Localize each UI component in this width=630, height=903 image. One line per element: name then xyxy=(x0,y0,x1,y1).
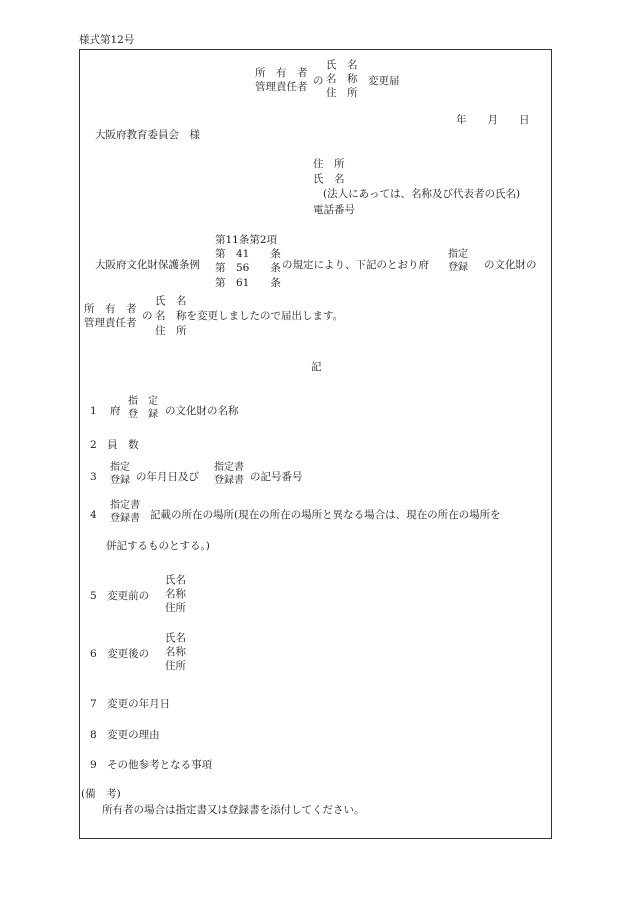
applicant-name-label: 氏 名 xyxy=(313,173,345,185)
item3-b: 登録 xyxy=(110,474,130,486)
applicant-phone-label: 電話番号 xyxy=(313,204,355,216)
title-owner: 所 有 者 xyxy=(255,67,308,79)
item1-designate-stack xyxy=(128,396,158,421)
item6-title: 名称 xyxy=(165,646,186,659)
title-owner-stack xyxy=(255,66,308,94)
body-cultural: の文化財の xyxy=(484,259,537,271)
item6-name: 氏名 xyxy=(165,632,186,644)
item6-address: 住所 xyxy=(165,660,186,673)
body-item-address: 住 所 xyxy=(155,325,187,337)
item1-text: の文化財の名称 xyxy=(165,405,239,417)
item3-mid: の年月日及び xyxy=(136,471,199,483)
item9: 9 その他参考となる事項 xyxy=(90,759,213,771)
item3-number: 3 xyxy=(90,471,97,483)
body-item-title-text: 名 称を変更しましたので届出します。 xyxy=(155,310,344,322)
addressee: 大阪府教育委員会 様 xyxy=(95,129,200,141)
title-item-title: 名 称 xyxy=(326,73,358,86)
item1-prefecture: 府 xyxy=(110,405,121,417)
item5-sub-stack xyxy=(165,573,186,616)
applicant-corp-note: (法人にあっては、名称及び代表者の氏名) xyxy=(323,188,521,200)
item5-address: 住所 xyxy=(165,602,186,615)
title-manager: 管理責任者 xyxy=(255,81,308,94)
remarks-text: 所有者の場合は指定書又は登録書を添付してください。 xyxy=(102,804,365,816)
designate-a: 指定 xyxy=(448,249,468,260)
item4-text: 記載の所在の場所(現在の所在の場所と異なる場合は、現在の所在の場所を xyxy=(150,509,501,521)
item4-b: 登録書 xyxy=(110,512,140,524)
item5-title: 名称 xyxy=(165,588,186,601)
item6-sub-stack xyxy=(165,631,186,674)
clause-3: 第 56 条 xyxy=(215,262,281,275)
item1-number: 1 xyxy=(90,405,97,417)
item6: 6 変更後の xyxy=(90,648,150,660)
clause-stack xyxy=(215,233,281,290)
title-item-name: 氏 名 xyxy=(326,59,358,71)
body-middle: の規定により、下記のとおり府 xyxy=(282,259,429,271)
body-manager: 管理責任者 xyxy=(84,317,137,330)
item1-designate-a: 指 定 xyxy=(128,396,158,407)
body-no: の xyxy=(142,310,153,322)
item5-name: 氏名 xyxy=(165,574,186,586)
item5: 5 変更前の xyxy=(90,590,150,602)
clause-4: 第 61 条 xyxy=(215,276,281,289)
title-no: の xyxy=(313,75,324,87)
item4-stack xyxy=(110,500,140,525)
form-number: 様式第12号 xyxy=(79,34,135,46)
title-suffix: 変更届 xyxy=(368,75,400,87)
clause-2: 第 41 条 xyxy=(215,248,281,261)
item1-designate-b: 登 録 xyxy=(128,408,158,420)
remarks-heading: (備 考) xyxy=(81,788,121,800)
clause-1: 第11条第2項 xyxy=(215,234,278,246)
designate-b: 登録 xyxy=(448,261,468,273)
body-item-name: 氏 名 xyxy=(155,295,187,307)
title-item-address: 住 所 xyxy=(326,87,358,100)
applicant-address-label: 住 所 xyxy=(313,158,345,170)
title-item-stack xyxy=(326,58,358,101)
item3-c: 指定書 xyxy=(214,462,244,473)
designate-stack xyxy=(448,249,468,274)
item7: 7 変更の年月日 xyxy=(90,698,171,710)
item3-d: 登録書 xyxy=(214,474,244,486)
ki-heading: 記 xyxy=(311,361,322,373)
body-owner-stack xyxy=(84,302,137,330)
item3-stack-b xyxy=(214,462,244,487)
item4-number: 4 xyxy=(90,509,97,521)
body-owner: 所 有 者 xyxy=(84,303,137,315)
item3-stack-a xyxy=(110,462,130,487)
item4-continuation: 併記するものとする。) xyxy=(106,540,210,552)
item3-text: の記号番号 xyxy=(250,471,303,483)
item2: 2 員 数 xyxy=(90,439,139,451)
item3-a: 指定 xyxy=(110,462,130,473)
item4-a: 指定書 xyxy=(110,500,140,511)
ordinance-name: 大阪府文化財保護条例 xyxy=(95,259,200,271)
date-line: 年 月 日 xyxy=(456,114,530,126)
item8: 8 変更の理由 xyxy=(90,729,160,741)
